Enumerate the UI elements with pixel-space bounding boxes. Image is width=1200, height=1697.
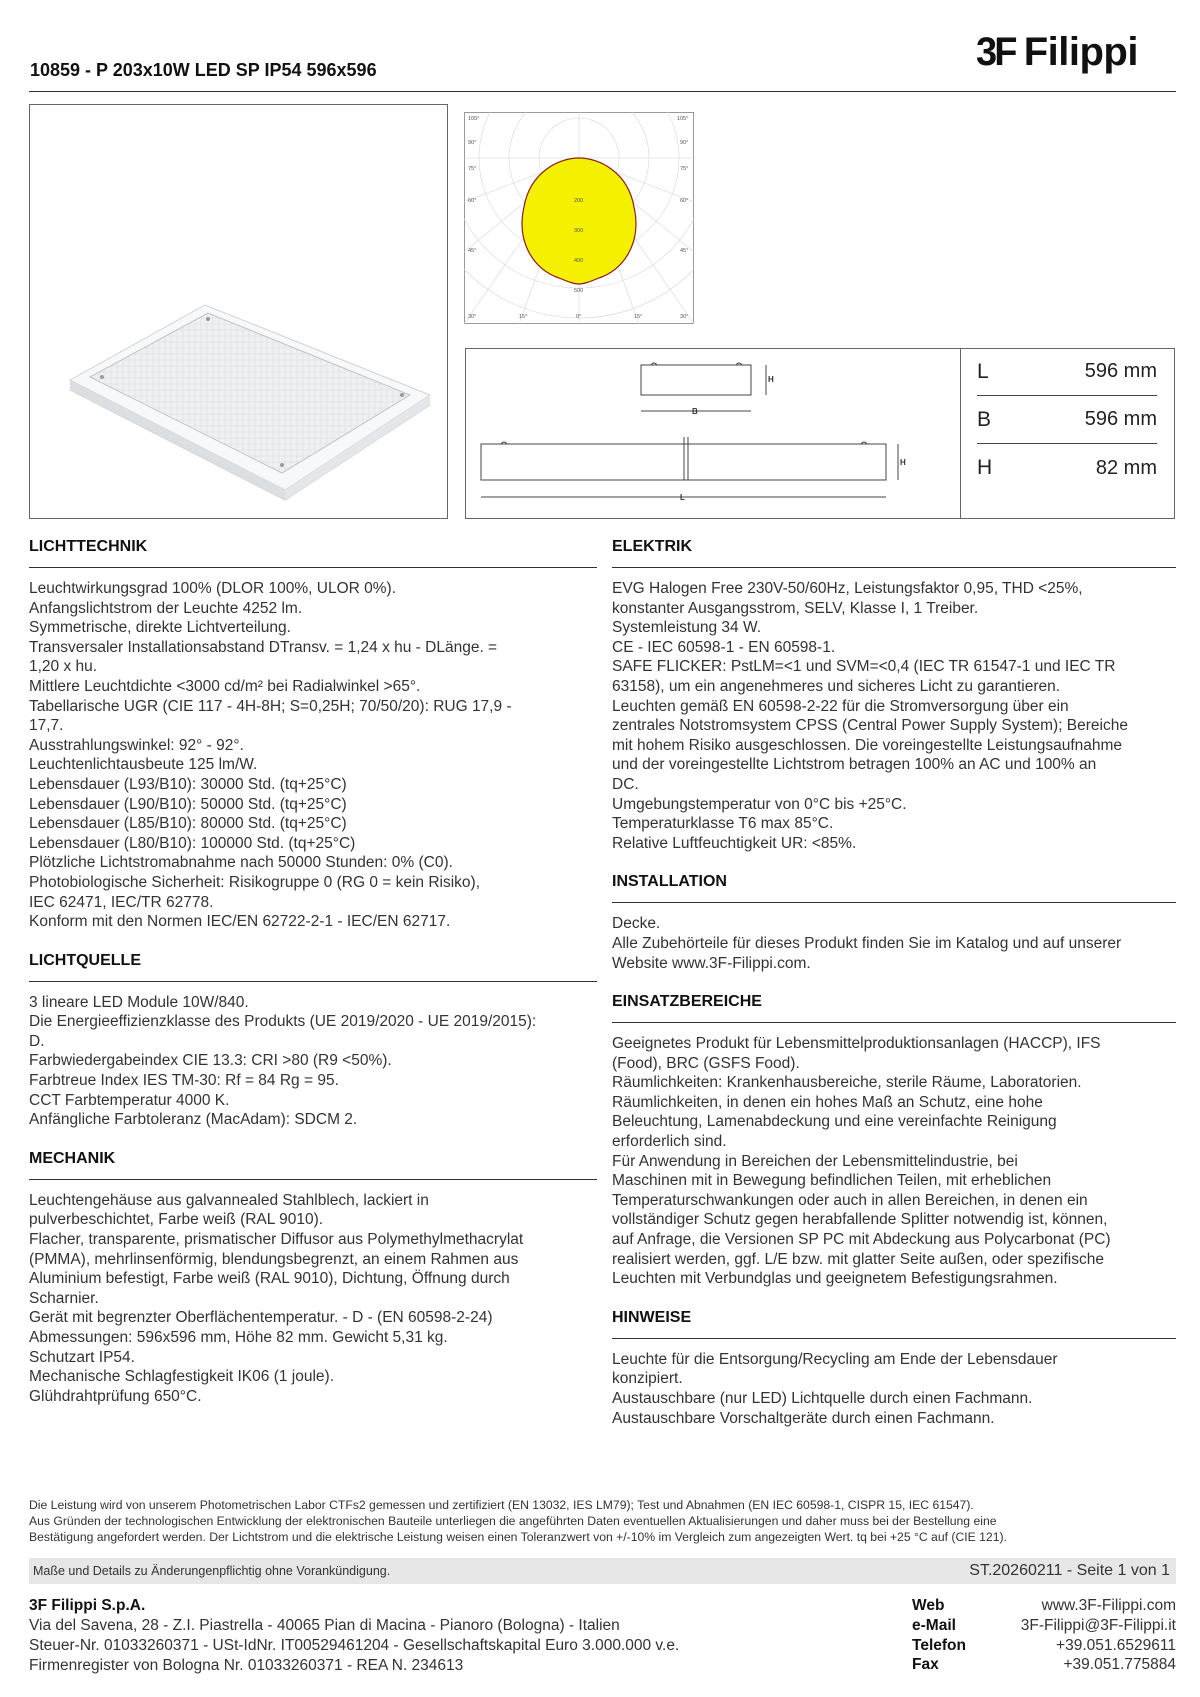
product-image [29,104,448,519]
polar-bottom-label: 15° [519,314,528,320]
section-line: 1,20 x hu. [29,658,98,676]
right-column [612,535,1176,1445]
section-line: vollständiger Schutz gegen herabfallende Splitter notwendig ist, können, [612,1211,1108,1229]
section-body [612,914,1176,973]
section-line: Gerät mit begrenzter Oberflächentemperatur. - D - (EN 60598-2-24) [29,1309,493,1327]
section-title: HINWEISE [612,1308,692,1326]
section-line: D. [29,1032,45,1050]
section-line: Lebensdauer (L85/B10): 80000 Std. (tq+25°C) [29,815,347,833]
polar-label-r45: 45° [680,248,689,254]
section-line: Photobiologische Sicherheit: Risikogruppe 0 (RG 0 = kein Risiko), [29,873,481,891]
section-line: Maschinen mit in Bewegung befindlichen Teilen, mit erheblichen [612,1172,1052,1190]
contact-key: Fax [912,1656,939,1674]
section-body [29,579,597,932]
section-line: Farbtreue Index IES TM-30: Rf = 84 Rg = 95. [29,1072,339,1090]
section-title: LICHTTECHNIK [29,538,148,555]
polar-bottom-label: 30° [680,314,689,320]
section-line: Tabellarische UGR (CIE 117 - 4H-8H; S=0,25H; 70/50/20): RUG 17,9 - [29,697,512,715]
section-rule [612,567,1176,568]
section-line: Ausstrahlungswinkel: 92° - 92°. [29,736,244,754]
section-line: Schutzart IP54. [29,1348,135,1366]
section-line: Abmessungen: 596x596 mm, Höhe 82 mm. Gewicht 5,31 kg. [29,1329,448,1346]
company-info [29,1596,829,1675]
polar-label-r75: 75° [680,166,689,172]
section-line: Lebensdauer (L90/B10): 50000 Std. (tq+25°C) [29,795,347,813]
section-line: Für Anwendung in Bereichen der Lebensmittelindustrie, bei [612,1152,1018,1170]
section-line: zentrales Notstromsystem CPSS (Central Power Supply System); Bereiche [612,717,1128,735]
polar-label-l45: 45° [468,248,477,254]
section-line: Decke. [612,915,661,933]
section-line: Scharnier. [29,1289,99,1307]
section-rule [612,902,1176,903]
section-body [612,1350,1176,1428]
section-rule [612,1022,1176,1023]
section-body [29,993,597,1130]
section-line: Alle Zubehörteile für dieses Produkt finden Sie im Katalog und auf unserer [612,934,1122,952]
section-line: Konform mit den Normen IEC/EN 62722-2-1 - IEC/EN 62717. [29,913,451,931]
section-line: Räumlichkeiten: Krankenhausbereiche, sterile Räume, Laboratorien. [612,1074,1082,1092]
dimension-sketch [466,349,961,518]
footnote-line: Aus Gründen der technologischen Entwicklung der elektronischen Bauteile unterliegen die angeführten Daten eventuellen Aktualisierungen und daher muss bei der Bestellung eine [29,1514,997,1528]
section-title: LICHTQUELLE [29,951,141,969]
left-column [29,535,597,1423]
section-line: Relative Luftfeuchtigkeit UR: <85%. [612,834,857,852]
polar-curve [522,158,636,284]
section-title: EINSATZBEREICHE [612,993,762,1011]
section-line: (PMMA), mehrlinsenförmig, blendungsbegrenzt, an einem Rahmen aus [29,1250,519,1268]
section-line: Leuchte für die Entsorgung/Recycling am Ende der Lebensdauer [612,1350,1058,1368]
polar-label-l75: 75° [468,166,477,172]
company-address: Via del Savena, 28 - Z.I. Piastrella - 40065 Pian di Macina - Pianoro (Bologna) - Italien [29,1617,620,1634]
product-title: 10859 - P 203x10W LED SP IP54 596x596 [30,60,377,80]
section-rule [29,567,597,568]
section-line: Anfangslichtstrom der Leuchte 4252 lm. [29,599,303,617]
polar-label-tl: 105° [468,116,480,122]
footnote [29,1497,1179,1545]
section-line: CCT Farbtemperatur 4000 K. [29,1091,230,1109]
dim-label-b: B [692,407,698,416]
section-line: Website www.3F-Filippi.com. [612,954,811,972]
section-line: Farbwiedergabeindex CIE 13.3: CRI >80 (R9 <50%). [29,1052,392,1070]
section-line: konzipiert. [612,1370,683,1388]
section-title: MECHANIK [29,1149,116,1167]
polar-radial-label: 300 [574,228,584,234]
page-info: ST.20260211 - Seite 1 von 1 [969,1562,1170,1579]
disclaimer-bar [29,1558,1176,1584]
phone-value: +39.051.6529611 [1056,1636,1176,1654]
section-line: Austauschbare Vorschaltgeräte durch einen Fachmann. [612,1409,995,1427]
section-line: Plötzliche Lichtstromabnahme nach 50000 Stunden: 0% (C0). [29,854,453,872]
dimension-table [960,348,1175,519]
section-line: Leuchten mit Verbundglas und geeignetem Befestigungsrahmen. [612,1270,1058,1288]
dimension-row [977,348,1157,396]
polar-bottom-label: 15° [634,314,643,320]
polar-label-r60: 60° [680,198,689,204]
dimension-value: 596 mm [1084,360,1157,382]
logo-mark: 3F [976,29,1015,74]
section-line: Mechanische Schlagfestigkeit IK06 (1 joule). [29,1368,334,1386]
section-line: Flacher, transparente, prismatischer Diffusor aus Polymethylmethacrylat [29,1231,524,1249]
section-title: INSTALLATION [612,873,727,891]
section-line: Transversaler Installationsabstand DTransv. = 1,24 x hu - DLänge. = [29,638,498,656]
section-line: 17,7. [29,717,64,735]
section-line: Umgebungstemperatur von 0°C bis +25°C. [612,795,907,813]
dimension-label: B [977,407,992,431]
section-line: Austauschbare (nur LED) Lichtquelle durch einen Fachmann. [612,1390,1033,1407]
section-line: Geeignetes Produkt für Lebensmittelproduktionsanlagen (HACCP), IFS [612,1035,1101,1053]
section-line: Temperaturklasse T6 max 85°C. [612,815,834,833]
section-rule [29,981,597,982]
logo-name: Filippi [1023,29,1138,74]
section-line: IEC 62471, IEC/TR 62778. [29,893,214,911]
section-line: mit hohem Risiko ausgeschlossen. Die voreingestellte Leistungsaufnahme [612,736,1123,754]
dimension-value: 82 mm [1095,456,1157,479]
section-line: Räumlichkeiten, in denen ein hohes Maß an Schutz, eine hohe [612,1093,1043,1111]
section-line: 63158), um ein angenehmeres und sicheres Licht zu garantieren. [612,677,1061,695]
polar-radial-label: 200 [574,198,584,204]
section-line: pulverbeschichtet, Farbe weiß (RAL 9010). [29,1211,324,1229]
polar-label-l90: 90° [468,140,477,146]
section-line: konstanter Ausgangsstrom, SELV, Klasse I, 1 Treiber. [612,599,979,617]
section-line: Leuchtengehäuse aus galvannealed Stahlblech, lackiert in [29,1191,429,1209]
company-register: Firmenregister von Bologna Nr. 01033260371 - REA N. 234613 [29,1656,464,1674]
contact-key: Web [912,1597,945,1614]
section-line: CE - IEC 60598-1 - EN 60598-1. [612,638,836,656]
contact-row [912,1596,1176,1616]
polar-label-r90: 90° [680,140,689,146]
section-line: Anfängliche Farbtoleranz (MacAdam): SDCM 2. [29,1111,358,1129]
section-line: und der voreingestellte Lichtstrom betragen 100% an AC und 100% an [612,756,1097,774]
section-rule [29,1179,597,1180]
polar-bottom-label: 0° [576,314,582,320]
section-line: Symmetrische, direkte Lichtverteilung. [29,619,291,637]
section-rule [612,1338,1176,1339]
section-body [612,579,1176,853]
section-line: SAFE FLICKER: PstLM=<1 und SVM=<0,4 (IEC TR 61547-1 und IEC TR [612,658,1116,676]
dimension-label: H [977,456,993,479]
section-line: (Food), BRC (GSFS Food). [612,1054,800,1072]
polar-radial-label: 500 [574,288,584,294]
polar-label-l60: 60° [468,198,477,204]
company-name: 3F Filippi S.p.A. [29,1597,146,1614]
section-line: realisiert werden, ggf. L/E bzw. mit glatter Seite außen, oder spezifische [612,1250,1104,1268]
footnote-line: Bestätigung angefordert werden. Der Lichtstrom und die elektrische Leistung weisen einen Toleranzwert von +/-10% im Vergleich zum angezeigten Wert. tq bei +25 °C auf (CIE 121). [29,1530,1007,1544]
section-line: Beleuchtung, Lamenabdeckung und eine vereinfachte Reinigung [612,1113,1057,1131]
section-line: EVG Halogen Free 230V-50/60Hz, Leistungsfaktor 0,95, THD <25%, [612,580,1083,597]
section-line: Leuchtenlichtausbeute 125 lm/W. [29,756,258,774]
section-line: erforderlich sind. [612,1133,727,1151]
section-line: Temperaturschwankungen oder auch in allen Bereichen, in denen ein [612,1191,1088,1209]
header-rule [29,91,1176,92]
company-tax: Steuer-Nr. 01033260371 - USt-IdNr. IT00529461204 - Gesellschaftskapital Euro 3.000.000 v.e. [29,1636,680,1654]
polar-label-tr: 105° [677,116,689,122]
dimension-value: 596 mm [1084,408,1157,430]
polar-diagram [464,112,694,324]
polar-radial-label: 400 [574,258,584,264]
dimension-row [977,396,1157,444]
section-line: Glühdrahtprüfung 650°C. [29,1387,202,1405]
section-line: 3 lineare LED Module 10W/840. [29,993,249,1011]
brand-logo [975,28,1175,76]
contact-key: Telefon [912,1636,966,1654]
dim-label-l: L [680,493,685,502]
section-line: DC. [612,775,639,793]
section-line: Die Energieeffizienzklasse des Produkts (UE 2019/2020 - UE 2019/2015): [29,1013,537,1031]
section-line: Leuchten gemäß EN 60598-2-22 für die Stromversorgung über ein [612,697,1069,715]
disclaimer-text: Maße und Details zu Änderungenpflichtig ohne Vorankündigung. [33,1564,391,1578]
contact-info [912,1596,1176,1675]
polar-bottom-label: 30° [468,314,477,320]
section-line: Mittlere Leuchtdichte <3000 cd/m² bei Radialwinkel >65°. [29,677,421,695]
luminaire-illustration [30,105,449,520]
section-line: Aluminium befestigt, Farbe weiß (RAL 9010), Dichtung, Öffnung durch [29,1270,510,1288]
polar-curve-svg [464,112,694,324]
section-body [29,1191,597,1407]
dimension-label: L [977,359,989,383]
contact-row [912,1655,1176,1675]
section-line: auf Anfrage, die Versionen SP PC mit Abdeckung aus Polycarbonat (PC) [612,1231,1111,1249]
web-link[interactable]: www.3F-Filippi.com [1041,1597,1176,1614]
section-body [612,1034,1176,1289]
section-line: Leuchtwirkungsgrad 100% (DLOR 100%, ULOR 0%). [29,580,397,597]
contact-row [912,1636,1176,1656]
section-line: Lebensdauer (L93/B10): 30000 Std. (tq+25°C) [29,775,347,793]
contact-row [912,1616,1176,1636]
contact-key: e-Mail [912,1616,956,1634]
dim-label-h-side: H [900,458,906,467]
footnote-line: Die Leistung wird von unserem Photometrischen Labor CTFs2 gemessen und zertifiziert (EN 13032, IES LM79); Test und Abnahmen (EN IEC 60598-1, CISPR 15, IEC 61547). [29,1498,974,1512]
dimension-row [977,444,1157,492]
email-link[interactable]: 3F-Filippi@3F-Filippi.it [1020,1616,1176,1634]
section-line: Systemleistung 34 W. [612,619,762,637]
fax-value: +39.051.775884 [1063,1656,1176,1674]
section-title: ELEKTRIK [612,538,692,555]
dim-label-h-top: H [768,375,774,384]
section-line: Lebensdauer (L80/B10): 100000 Std. (tq+25°C) [29,834,356,852]
